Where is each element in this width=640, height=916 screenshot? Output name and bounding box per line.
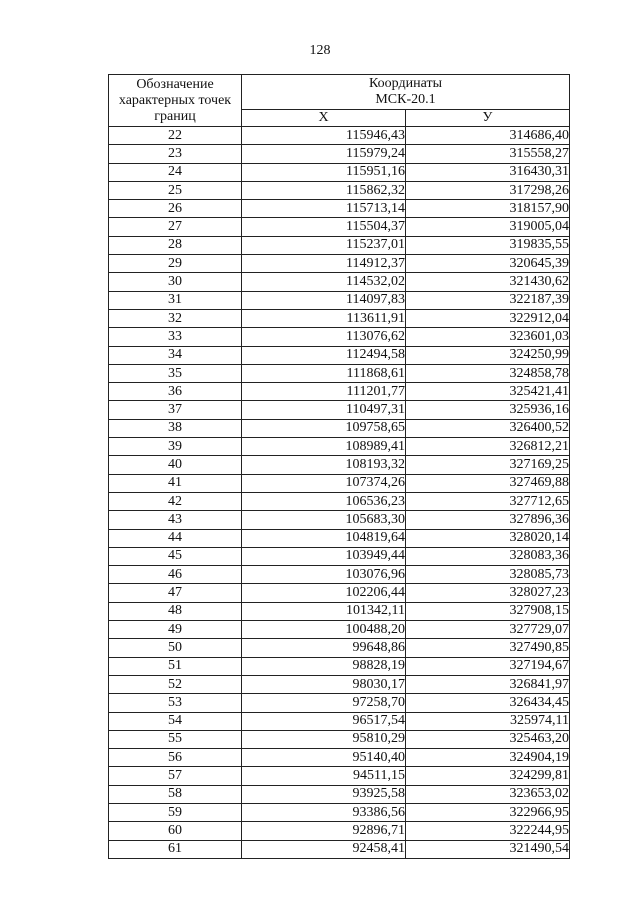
table-row: [109, 291, 570, 309]
y-coordinate-cell: 326400,52: [406, 419, 570, 437]
table-row: [109, 602, 570, 620]
table-row: [109, 200, 570, 218]
y-coordinate-cell: 317298,26: [406, 181, 570, 199]
table-row: [109, 584, 570, 602]
x-coordinate-cell: 98030,17: [242, 675, 406, 693]
table-row: [109, 181, 570, 199]
point-number-cell: 57: [109, 767, 242, 785]
y-coordinate-cell: 328027,23: [406, 584, 570, 602]
y-coordinate-cell: 325421,41: [406, 383, 570, 401]
table-row: [109, 712, 570, 730]
point-number-cell: 50: [109, 639, 242, 657]
x-coordinate-cell: 111201,77: [242, 383, 406, 401]
coordinates-table: [108, 74, 570, 859]
y-coordinate-cell: 325974,11: [406, 712, 570, 730]
y-coordinate-cell: 327490,85: [406, 639, 570, 657]
table-row: [109, 566, 570, 584]
point-number-cell: 28: [109, 236, 242, 254]
table-row: [109, 346, 570, 364]
x-coordinate-cell: 113076,62: [242, 328, 406, 346]
table-row: [109, 785, 570, 803]
table-row: [109, 236, 570, 254]
x-coordinate-cell: 101342,11: [242, 602, 406, 620]
point-number-cell: 22: [109, 127, 242, 145]
y-coordinate-cell: 323601,03: [406, 328, 570, 346]
x-coordinate-cell: 92458,41: [242, 840, 406, 858]
x-coordinate-cell: 114532,02: [242, 273, 406, 291]
x-coordinate-cell: 104819,64: [242, 529, 406, 547]
x-coordinate-cell: 113611,91: [242, 309, 406, 327]
point-number-cell: 45: [109, 547, 242, 565]
y-coordinate-cell: 328085,73: [406, 566, 570, 584]
table-row: [109, 511, 570, 529]
y-coordinate-cell: 325463,20: [406, 730, 570, 748]
x-coordinate-cell: 96517,54: [242, 712, 406, 730]
y-coordinate-cell: 326812,21: [406, 438, 570, 456]
point-number-cell: 59: [109, 803, 242, 821]
x-coordinate-cell: 99648,86: [242, 639, 406, 657]
x-coordinate-cell: 111868,61: [242, 364, 406, 382]
point-number-cell: 49: [109, 621, 242, 639]
x-coordinate-cell: 115862,32: [242, 181, 406, 199]
y-coordinate-cell: 323653,02: [406, 785, 570, 803]
table-row: [109, 749, 570, 767]
point-number-cell: 52: [109, 675, 242, 693]
point-number-cell: 38: [109, 419, 242, 437]
point-number-cell: 43: [109, 511, 242, 529]
point-number-cell: 27: [109, 218, 242, 236]
y-coordinate-cell: 326841,97: [406, 675, 570, 693]
x-coordinate-cell: 115951,16: [242, 163, 406, 181]
table-row: [109, 163, 570, 181]
x-coordinate-cell: 115979,24: [242, 145, 406, 163]
y-coordinate-cell: 327896,36: [406, 511, 570, 529]
y-coordinate-cell: 314686,40: [406, 127, 570, 145]
table-row: [109, 822, 570, 840]
y-coordinate-cell: 316430,31: [406, 163, 570, 181]
point-number-cell: 61: [109, 840, 242, 858]
y-column-header: У: [406, 110, 570, 127]
x-coordinate-cell: 93925,58: [242, 785, 406, 803]
coordinate-system-label: МСК-20.1: [375, 92, 436, 107]
y-coordinate-cell: 328020,14: [406, 529, 570, 547]
point-number-cell: 37: [109, 401, 242, 419]
table-row: [109, 657, 570, 675]
x-coordinate-cell: 110497,31: [242, 401, 406, 419]
x-coordinate-cell: 109758,65: [242, 419, 406, 437]
table-row: [109, 529, 570, 547]
table-row: [109, 383, 570, 401]
point-number-cell: 26: [109, 200, 242, 218]
point-number-cell: 44: [109, 529, 242, 547]
x-coordinate-cell: 115237,01: [242, 236, 406, 254]
point-number-cell: 24: [109, 163, 242, 181]
x-coordinate-cell: 114912,37: [242, 255, 406, 273]
y-coordinate-cell: 322187,39: [406, 291, 570, 309]
x-coordinate-cell: 108193,32: [242, 456, 406, 474]
point-number-cell: 30: [109, 273, 242, 291]
y-coordinate-cell: 321490,54: [406, 840, 570, 858]
y-coordinate-cell: 322244,95: [406, 822, 570, 840]
table-row: [109, 328, 570, 346]
y-coordinate-cell: 327169,25: [406, 456, 570, 474]
table-row: [109, 767, 570, 785]
y-coordinate-cell: 315558,27: [406, 145, 570, 163]
x-coordinate-cell: 97258,70: [242, 694, 406, 712]
x-coordinate-cell: 98828,19: [242, 657, 406, 675]
y-coordinate-cell: 327194,67: [406, 657, 570, 675]
y-coordinate-cell: 328083,36: [406, 547, 570, 565]
y-coordinate-cell: 324904,19: [406, 749, 570, 767]
x-coordinate-cell: 102206,44: [242, 584, 406, 602]
table-row: [109, 255, 570, 273]
point-number-cell: 39: [109, 438, 242, 456]
point-number-cell: 35: [109, 364, 242, 382]
point-number-cell: 48: [109, 602, 242, 620]
point-number-cell: 23: [109, 145, 242, 163]
x-coordinate-cell: 95810,29: [242, 730, 406, 748]
y-coordinate-cell: 326434,45: [406, 694, 570, 712]
y-coordinate-cell: 324299,81: [406, 767, 570, 785]
x-coordinate-cell: 93386,56: [242, 803, 406, 821]
y-coordinate-cell: 321430,62: [406, 273, 570, 291]
x-coordinate-cell: 112494,58: [242, 346, 406, 364]
x-coordinate-cell: 107374,26: [242, 474, 406, 492]
x-coordinate-cell: 94511,15: [242, 767, 406, 785]
point-number-cell: 42: [109, 492, 242, 510]
point-number-cell: 40: [109, 456, 242, 474]
table-row: [109, 621, 570, 639]
coordinates-header: [242, 75, 570, 110]
point-number-cell: 56: [109, 749, 242, 767]
table-row: [109, 145, 570, 163]
table-row: [109, 309, 570, 327]
x-coordinate-cell: 114097,83: [242, 291, 406, 309]
table-row: [109, 401, 570, 419]
y-coordinate-cell: 319835,55: [406, 236, 570, 254]
table-row: [109, 218, 570, 236]
point-number-cell: 33: [109, 328, 242, 346]
point-number-cell: 53: [109, 694, 242, 712]
point-number-cell: 60: [109, 822, 242, 840]
y-coordinate-cell: 327908,15: [406, 602, 570, 620]
point-designation-header: Обозначение характерных точек границ: [109, 75, 242, 127]
x-coordinate-cell: 103949,44: [242, 547, 406, 565]
y-coordinate-cell: 318157,90: [406, 200, 570, 218]
table-row: [109, 438, 570, 456]
table-row: [109, 364, 570, 382]
table-row: [109, 730, 570, 748]
y-coordinate-cell: 322966,95: [406, 803, 570, 821]
x-coordinate-cell: 115713,14: [242, 200, 406, 218]
x-coordinate-cell: 95140,40: [242, 749, 406, 767]
table-row: [109, 456, 570, 474]
table-row: [109, 840, 570, 858]
x-coordinate-cell: 108989,41: [242, 438, 406, 456]
table-row: [109, 273, 570, 291]
y-coordinate-cell: 324858,78: [406, 364, 570, 382]
table-row: [109, 492, 570, 510]
table-row: [109, 127, 570, 145]
y-coordinate-cell: 324250,99: [406, 346, 570, 364]
x-coordinate-cell: 115504,37: [242, 218, 406, 236]
table-body: [109, 127, 570, 859]
table-row: [109, 675, 570, 693]
table-row: [109, 419, 570, 437]
point-number-cell: 54: [109, 712, 242, 730]
table-row: [109, 639, 570, 657]
x-column-header: X: [242, 110, 406, 127]
point-number-cell: 55: [109, 730, 242, 748]
point-number-cell: 29: [109, 255, 242, 273]
point-number-cell: 25: [109, 181, 242, 199]
page-number: 128: [309, 43, 331, 58]
x-coordinate-cell: 105683,30: [242, 511, 406, 529]
point-number-cell: 31: [109, 291, 242, 309]
y-coordinate-cell: 327712,65: [406, 492, 570, 510]
point-number-cell: 47: [109, 584, 242, 602]
x-coordinate-cell: 106536,23: [242, 492, 406, 510]
point-number-cell: 51: [109, 657, 242, 675]
y-coordinate-cell: 322912,04: [406, 309, 570, 327]
table-row: [109, 694, 570, 712]
table-row: [109, 803, 570, 821]
point-number-cell: 34: [109, 346, 242, 364]
point-number-cell: 46: [109, 566, 242, 584]
point-number-cell: 36: [109, 383, 242, 401]
point-number-cell: 58: [109, 785, 242, 803]
coordinates-title: Координаты: [369, 76, 442, 91]
table-row: [109, 547, 570, 565]
x-coordinate-cell: 100488,20: [242, 621, 406, 639]
y-coordinate-cell: 319005,04: [406, 218, 570, 236]
y-coordinate-cell: 327729,07: [406, 621, 570, 639]
y-coordinate-cell: 320645,39: [406, 255, 570, 273]
table-row: [109, 474, 570, 492]
y-coordinate-cell: 327469,88: [406, 474, 570, 492]
point-number-cell: 32: [109, 309, 242, 327]
x-coordinate-cell: 92896,71: [242, 822, 406, 840]
y-coordinate-cell: 325936,16: [406, 401, 570, 419]
x-coordinate-cell: 103076,96: [242, 566, 406, 584]
point-number-cell: 41: [109, 474, 242, 492]
x-coordinate-cell: 115946,43: [242, 127, 406, 145]
